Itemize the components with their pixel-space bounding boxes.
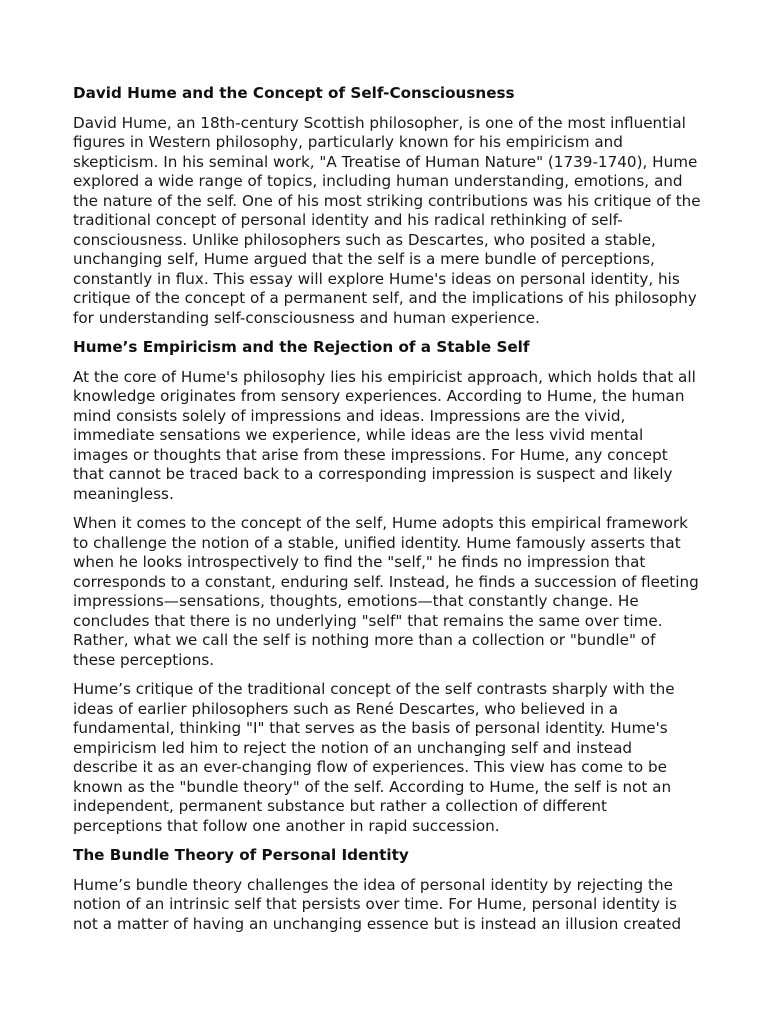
section-heading-empiricism: Hume’s Empiricism and the Rejection of a Stable Self [73, 338, 530, 356]
section-heading-bundle-theory: The Bundle Theory of Personal Identity [73, 846, 409, 864]
section-heading-hume-self-consciousness: David Hume and the Concept of Self-Consciousness [73, 84, 515, 102]
paragraph-descartes-contrast: Hume’s critique of the traditional concept of the self contrasts sharply with the ideas of earlier philosophers such as René Descartes, who believed in a fundamental, thinking "I" that serves as the basis of personal identity. Hume's empiricism led him to reject the notion of an unchanging self and instead describe it as an ever-changing flow of experiences. This view has come to be known as the "bundle theory" of the self. According to Hume, the self is not an independent, permanent substance but rather a collection of different perceptions that follow one another in rapid succession. [73, 680, 675, 835]
paragraph-empiricist-approach: At the core of Hume's philosophy lies his empiricist approach, which holds that all knowledge originates from sensory experiences. According to Hume, the human mind consists solely of impressions and ideas. Impressions are the vivid, immediate sensations we experience, while ideas are the less vivid mental images or thoughts that arise from these impressions. For Hume, any concept that cannot be traced back to a corresponding impression is suspect and likely meaningless. [73, 367, 696, 503]
paragraph-concept-of-self: When it comes to the concept of the self, Hume adopts this empirical framework to challenge the notion of a stable, unified identity. Hume famously asserts that when he looks introspectively to find the "self," he finds no impression that corresponds to a constant, enduring self. Instead, he finds a succession of fleeting impressions—sensations, thoughts, emotions—that constantly change. He concludes that there is no underlying "self" that remains the same over time. Rather, what we call the self is nothing more than a collection or "bundle" of these perceptions. [73, 514, 699, 669]
paragraph-bundle-theory: Hume’s bundle theory challenges the idea of personal identity by rejecting the notion of an intrinsic self that persists over time. For Hume, personal identity is not a matter of having an unchanging essence but is instead an illusion created [73, 875, 682, 933]
document-body [73, 84, 701, 944]
paragraph-introduction: David Hume, an 18th-century Scottish philosopher, is one of the most influential figures in Western philosophy, particularly known for his empiricism and skepticism. In his seminal work, "A Treatise of Human Nature" (1739-1740), Hume explored a wide range of topics, including human understanding, emotions, and the nature of the self. One of his most striking contributions was his critique of the traditional concept of personal identity and his radical rethinking of self-consciousness. Unlike philosophers such as Descartes, who posited a stable, unchanging self, Hume argued that the self is a mere bundle of perceptions, constantly in flux. This essay will explore Hume's ideas on personal identity, his critique of the concept of a permanent self, and the implications of his philosophy for understanding self-consciousness and human experience. [73, 113, 701, 327]
